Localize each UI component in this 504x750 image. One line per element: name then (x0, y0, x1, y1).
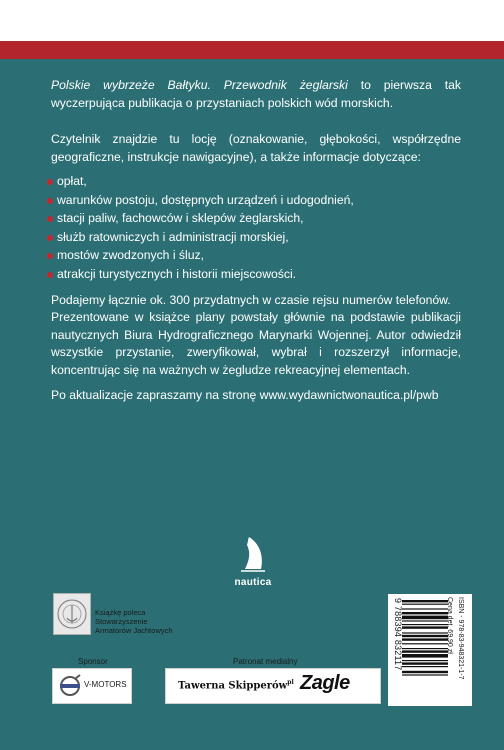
bullet-dot-icon (47, 198, 53, 204)
intro-paragraph (51, 77, 461, 112)
zagle-logo: Zagle (300, 672, 350, 694)
list-item: atrakcji turystycznych i historii miejscowości. (51, 265, 461, 284)
bullet-dot-icon (47, 216, 53, 222)
red-top-strip (0, 41, 504, 59)
phones-paragraph: Podajemy łącznie ok. 300 przydatnych w czasie rejsu numerów telefonów. (51, 292, 451, 307)
sail-icon (239, 535, 267, 575)
bullet-dot-icon (47, 272, 53, 278)
media-patrons-box (165, 668, 381, 704)
list-item: stacji paliw, fachowców i sklepów żeglarskich, (51, 209, 461, 228)
list-item: opłat, (51, 172, 461, 191)
association-seal-icon (53, 593, 91, 635)
volvo-logo-icon (58, 674, 82, 698)
reader-paragraph: Czytelnik znajdzie tu locję (oznakowanie, głębokości, współrzędne geograficzne, instrukcje nawigacyjne), a także informacje dotyczące: (51, 132, 461, 164)
association-line-2: Stowarzyszenie (95, 617, 148, 626)
list-item: warunków postoju, dostępnych urządzeń i udogodnień, (51, 191, 461, 210)
sponsor-name: V-MOTORS (84, 680, 127, 689)
sponsor-logo-box (52, 668, 132, 704)
media-label: Patronat medialny (233, 657, 298, 666)
plans-paragraph: Prezentowane w książce plany powstały głównie na podstawie publikacji nautycznych Biura Hydrograficznego Marynarki Wojennej. Autor odwiedził wszystkie przystanie, zweryfikował, wybrał i rozszerzył informacje, koncentrując się na ważnych w żegludze rekreacyjnej elementach. (51, 310, 461, 377)
list-item: mostów zwodzonych i śluz, (51, 246, 461, 265)
list-item: służb ratowniczych i administracji morskiej, (51, 228, 461, 247)
info-list (51, 172, 461, 284)
book-title: Polskie wybrzeże Bałtyku. Przewodnik żeglarski (51, 78, 348, 92)
barcode-digits: 9 788394 832117 (393, 598, 403, 671)
association-line-3: Armatorów Jachtowych (95, 626, 173, 635)
tawerna-logo: Tawerna Skipperów$^{pl}$ (178, 679, 294, 692)
association-block (53, 593, 193, 633)
bullet-dot-icon (47, 235, 53, 241)
barcode-icon (402, 600, 448, 700)
publisher-name: nautica (234, 577, 272, 588)
description-text (51, 77, 461, 405)
intro-rest: to pierwsza tak wyczerpująca publikacja o przystaniach polskich wód morskich. (51, 78, 462, 110)
price-label: Cena det. 69,90 zł (446, 597, 453, 654)
bullet-dot-icon (47, 179, 53, 185)
sponsor-label: Sponsor (78, 657, 108, 666)
bullet-dot-icon (47, 253, 53, 259)
isbn-label: ISBN - 978-83-948321-1-7 (457, 597, 464, 680)
association-line-1: Książkę poleca (95, 608, 146, 617)
update-paragraph: Po aktualizacje zapraszamy na stronę www.wydawnictwonautica.pl/pwb (51, 388, 439, 403)
publisher-logo (225, 535, 281, 597)
